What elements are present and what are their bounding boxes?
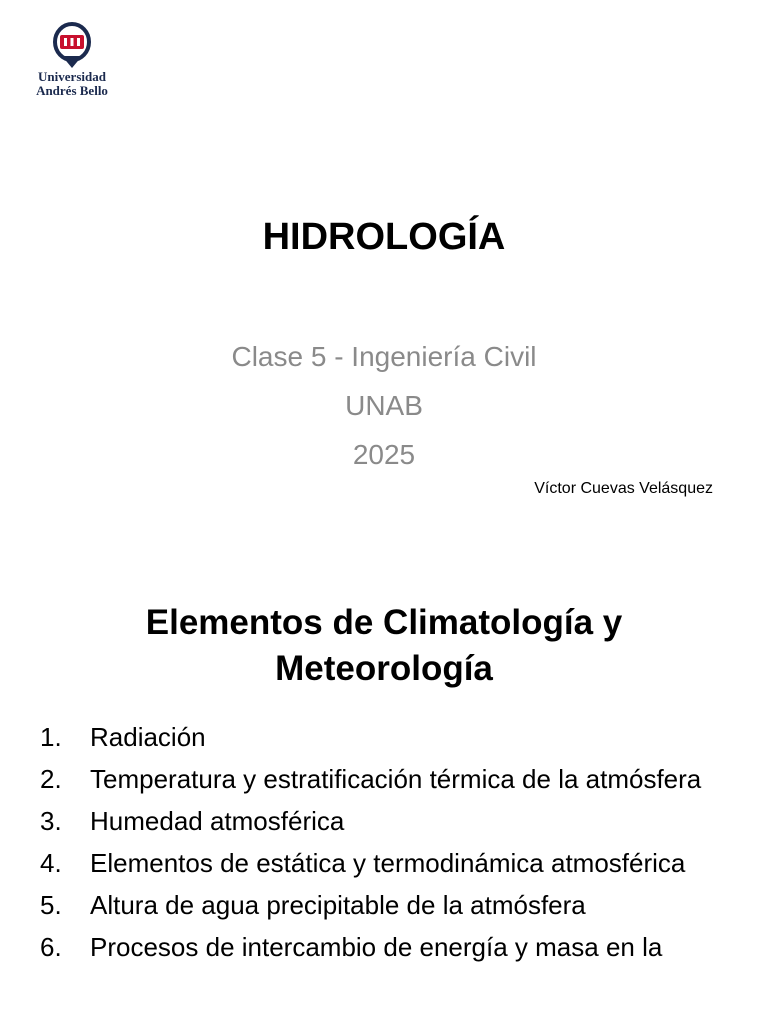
content-slide <box>0 560 768 1024</box>
list-item <box>40 762 740 797</box>
author-name: Víctor Cuevas Velásquez <box>534 480 713 497</box>
list-item-text: Elementos de estática y termodinámica atmosférica <box>90 848 686 878</box>
content-slide-title <box>0 600 768 692</box>
subtitle-university: UNAB <box>345 390 423 421</box>
topic-list <box>40 720 740 972</box>
title-line: Elementos de Climatología y <box>145 603 623 642</box>
list-item-text: Humedad atmosférica <box>90 806 345 836</box>
list-item <box>40 846 740 881</box>
list-item <box>40 720 740 755</box>
list-item-number: 5. <box>40 890 62 920</box>
title-line: Meteorología <box>275 649 493 688</box>
list-item <box>40 930 740 965</box>
list-item-number: 4. <box>40 848 62 878</box>
slide-subtitle <box>0 332 768 479</box>
logo-text-line1: Universidad <box>38 69 106 84</box>
subtitle-year: 2025 <box>352 439 416 470</box>
list-item-text: Radiación <box>90 722 206 752</box>
subtitle-course: Clase 5 - Ingeniería Civil <box>231 341 537 372</box>
list-item-number: 1. <box>40 722 62 752</box>
list-item-number: 2. <box>40 764 62 794</box>
slide-title: HIDROLOGÍA <box>262 216 506 258</box>
logo-text-line2: Andrés Bello <box>36 83 108 98</box>
list-item-text: Altura de agua precipitable de la atmósfera <box>90 890 586 920</box>
list-item-text: Temperatura y estratificación térmica de la atmósfera <box>90 764 702 794</box>
university-crest-icon <box>50 22 94 70</box>
list-item <box>40 888 740 923</box>
list-item <box>40 804 740 839</box>
list-item-number: 6. <box>40 932 62 962</box>
university-logo <box>30 22 114 98</box>
list-item-text: Procesos de intercambio de energía y masa en la <box>90 932 663 962</box>
list-item-number: 3. <box>40 806 62 836</box>
